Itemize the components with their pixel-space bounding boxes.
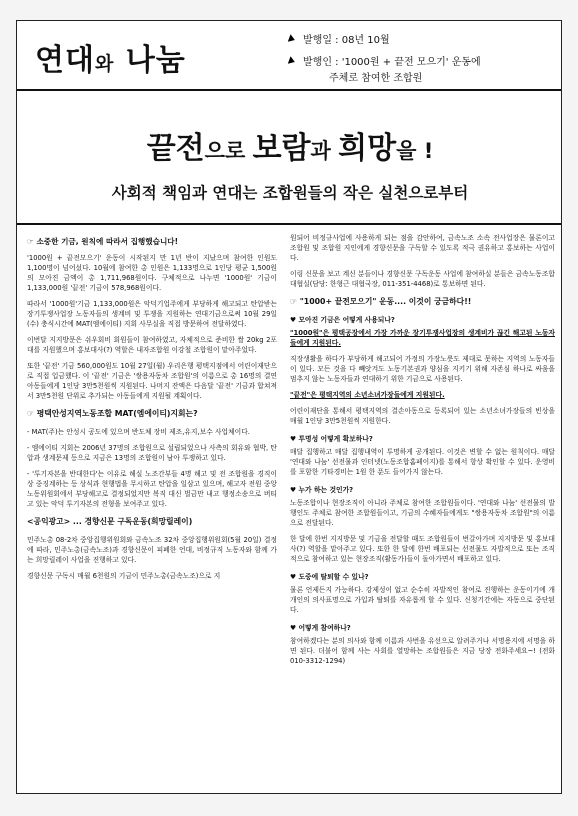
faq-answer: 물론 언제든지 가능하다. 강제성이 없고 순수히 자발적인 참여로 진행하는 운동이기에 개개인의 의사표명으로 가입과 탈퇴를 자유롭게 할 수 있다. 신청기간에는 자동으로 중단된다. [290, 586, 555, 614]
headline-particle-1: 으로 [204, 139, 253, 163]
subheadline: 사회적 책임과 연대는 조합원들의 작은 실천으로부터 [111, 184, 469, 202]
publisher-line-2: 주체로 참여한 조합원 [329, 73, 423, 84]
issue-date-text: 발행일 : 08년 10월 [303, 35, 390, 46]
faq-question: ♥ 도중에 탈퇴할 수 있나? [290, 573, 369, 581]
right-column [290, 233, 555, 789]
answer-tag-rest: 은 평택지역의 소년소녀가장들에게 지원된다. [310, 391, 445, 399]
section-heading-fund: ☞ 소중한 기금, 원칙에 따라서 집행했습니다! [27, 237, 179, 246]
paragraph: - MAT(주)는 안성시 공도에 있으며 반도체 장비 제조,유지,보수 사업체이다. [27, 428, 250, 436]
left-column [27, 233, 277, 789]
headline-word-3: 희망 [338, 131, 397, 166]
paragraph: 경향신문 구독시 매월 6천원의 기금이 민주노총(금속노조)으로 지 [27, 572, 221, 580]
faq-question: ♥ 투명성 어떻게 확보하나? [290, 435, 373, 443]
headline-word-2: 보람 [252, 131, 311, 166]
arrow-marker-icon [288, 56, 296, 66]
faq-answer: 참여하겠다는 분의 의사와 함께 이름과 사번을 유선으로 알려주거나 서명용지에 서명을 하면 된다. 더불어 함께 사는 사회를 열망하는 조합원들은 지금 당장 전화주세요~! (전화 010-3312-1294) [290, 637, 555, 665]
answer-tag: "1000원" [290, 329, 323, 337]
faq-answer: 노동조합이나 현장조직이 아니라 주체로 참여한 조합원들이다. '연대와 나눔' 선전물의 발행인도 주체로 참여한 조합원들이고, 기금의 수혜자들에게도 "쌍용자동차 조합원"의 이름으로 전달된다. [290, 499, 555, 527]
headline-particle-3: 을 ! [396, 139, 434, 163]
paragraph: 따라서 '1000원'기금 1,133,000원은 악덕기업주에게 부당하게 해고되고 탄압받는 장기투쟁사업장 노동자들의 생계비 및 투쟁을 지원하는 연대기금으로써 10월 29일(수) 충식시간에 MAT(엠에이티) 지회 사무실을 직접 방문하여 전달하였다. [27, 300, 277, 328]
publisher-text-1: 발행인 : '1000원 + 끝전 모으기' 운동에 [303, 57, 481, 68]
logo-text-c: 나눔 [114, 43, 186, 78]
faq-question: ♥ 모아진 기금은 어떻게 사용되나? [290, 316, 395, 324]
section-heading-faq: ☞ "1000+ 끝전모으기" 운동.... 이것이 궁금하다!! [290, 297, 472, 306]
faq-answer [290, 390, 555, 400]
paragraph: 이링 신문을 보고 계신 분들이나 경향신문 구독운동 사업에 참여하실 분들은 금속노동조합 대협실(담당: 한형근 대협국장, 011-351-4468)로 통보하면 된다. [290, 270, 555, 288]
arrow-marker-icon [288, 34, 296, 44]
answer-tag-rest: 은 평택공장에서 가장 가까운 장기투쟁사업장의 생계비가 끊긴 해고된 노동자들에게 지원된다. [290, 329, 555, 347]
headline-word-1: 끝전 [146, 131, 205, 166]
divider [17, 223, 562, 225]
paragraph: 민주노총 08-2차 중앙집행위원회와 금속노조 32차 중앙집행위원회(5월 20일) 결정에 따라, 민주노총(금속노조)과 경향신문이 피폐한 언대, 비정규직 노동자와 함께 가는 희망릴레이 사업을 진행하고 있다. [27, 536, 277, 564]
paragraph: 원되어 비정규사업에 사용하게 되는 점을 감안하여, 금속노조 소속 전사업장은 물론이고 조합원 및 조합원 지인에게 경향신문을 구독할 수 있도록 적극 권유하고 홍보하는 사업이다. [290, 234, 555, 262]
issue-date-line [289, 31, 390, 46]
paragraph: 또한 '끝전' 기금 560,000원도 10월 27일(월) 우리은행 평택지점에서 어린이재단으로 직접 입금했다. 이 '끝전' 기금은 '쌍용자동차 조합원'의 이름으로 총 16명의 결연아동들에게 1인당 3만5천원씩 지원된다. 나머지 잔액은 다음달 '끝전' 기금과 합쳐져서 3만5천원 단위로 추가되는 아동들에게 지원될 계획이다. [27, 362, 277, 400]
faq-question: ♥ 누가 하는 것인가? [290, 486, 354, 494]
paragraph: 이번달 지지방문은 쉬우회비 회원들이 참여하였고, 자체적으로 준비한 쌀 20kg 2포대를 지원했으며 홍보대사(?) 역할은 내자조합원 이강철 조합원이 맡아주었다. [27, 336, 277, 354]
newsletter-logo [35, 35, 186, 79]
paragraph: '1000원 + 끝전모으기' 운동이 시작된지 만 1년 반이 지났으며 참여한 인원도 1,100명이 넘어섰다. 10월에 참여한 총 인원은 1,133명으로 1인당 평균 1,500원의 모아진 금액이 총 1,711,968원이다. 구체적으로 나누면 '1000원' 기금이 1,133,000원 '끝전' 기금이 578,968원이다. [27, 254, 277, 292]
publisher-line [289, 53, 481, 68]
faq-answer: 어린이재단을 통해서 평택지역의 결손아동으로 등록되어 있는 소년소녀가장들의 빈상을 매월 1인당 3만5천원씩 지원한다. [290, 407, 555, 425]
faq-question: ♥ 어떻게 참여하나? [290, 624, 351, 632]
faq-answer: 직장생활을 하다가 부당하게 해고되어 가정의 가장노릇도 제대로 못하는 지역의 노동자들이 있다. 모든 것을 다 빼앗겨도 노동기본권과 양심을 지키기 위해 자존심 하나로 싸움을 멈추지 않는 노동자들과 연대하기 위한 기금으로 사용된다. [290, 355, 555, 383]
paragraph: - 엠에이티 지회는 2006년 37명의 조합원으로 설립되었으나 사측의 회유와 협박, 탄압과 생계문제 등으로 지금은 13명의 조합원이 남아 투쟁하고 있다. [27, 444, 277, 462]
section-heading-ad: <공익광고> ... 경향신문 구독운동(희망릴레이) [27, 517, 193, 526]
section-heading-mat: ☞ 평택안성지역노동조합 MAT(엠에이티)지회는? [27, 409, 198, 418]
masthead [17, 21, 562, 91]
answer-tag: "끝전" [290, 391, 311, 399]
newsletter-page [16, 20, 562, 794]
faq-answer: 매달 집행하고 매달 집행내역이 투명하게 공개된다. 이것은 변할 수 없는 원칙이다. 매달 '연대와 나눔' 선전물과 인터넷(노동조합홈페이지)를 통해서 항상 확인할 수 있다. 운영비를 포함한 기타경비는 1원 한 푼도 들어가지 않는다. [290, 448, 555, 476]
headline-particle-2: 과 [310, 139, 339, 163]
logo-text-b: 와 [94, 53, 115, 75]
logo-text-a: 연대 [35, 43, 95, 78]
faq-answer: 한 달에 한번 지지방문 및 기금을 전달할 때도 조합원들이 번갈아가며 지지방문 및 홍보대사(?) 역할을 맡아주고 있다. 또한 한 달에 한번 배포되는 선전물도 자발적으로 또는 조직적으로 참여하고 있는 현장조직(활동가)들이 돌아가면서 배포하고 있다. [290, 535, 555, 563]
faq-answer [290, 328, 555, 348]
headline [17, 123, 562, 167]
paragraph: - '투기자본을 반대한다'는 이유로 해실 노조간부들 4명 해고 및 전 조합원을 경직이상 중징계하는 등 상식과 현행법을 무시하고 탄압을 일삼고 있으며, 해고자 전원 중앙노동위원회에서 부당해고로 결정되었지만 복직 대신 벌금만 내고 행정소송으로 버티고 있는 악덕 투기자본의 전형을 보여주고 있다. [27, 470, 277, 508]
